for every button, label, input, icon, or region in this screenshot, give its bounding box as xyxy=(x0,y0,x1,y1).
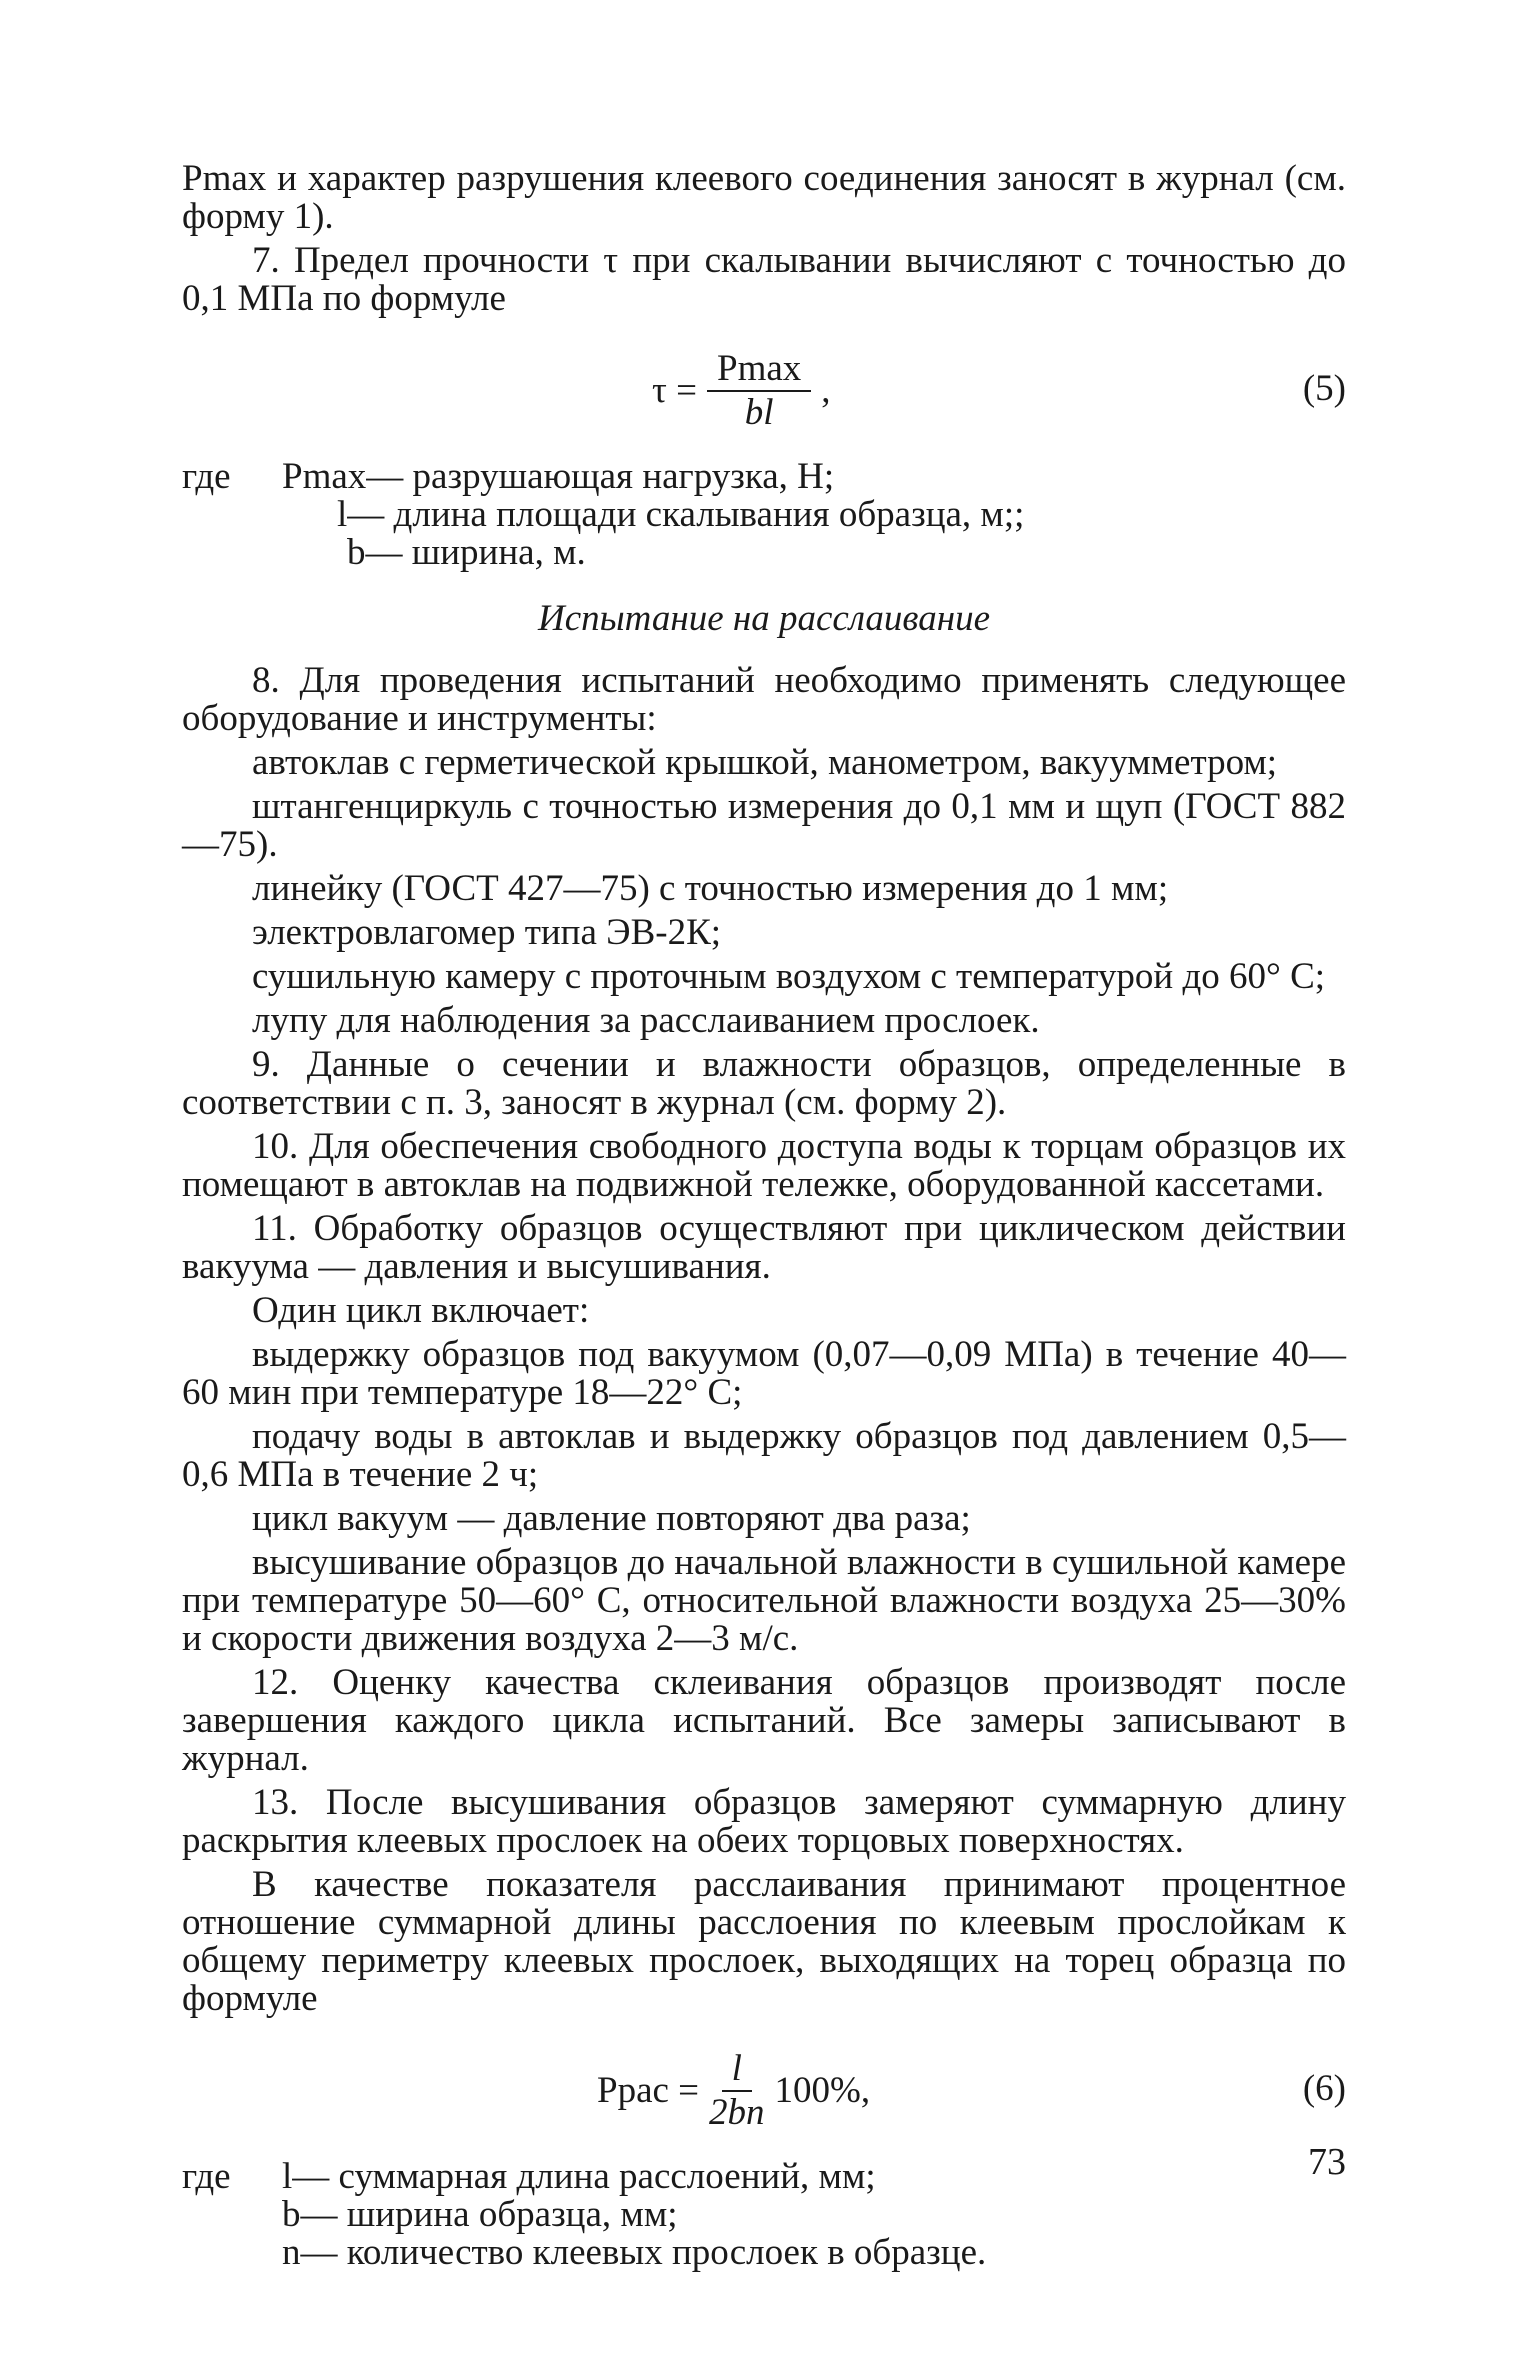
formula-6 xyxy=(182,2036,1346,2146)
cycle-item: подачу воды в автоклав и выдержку образцов под давлением 0,5—0,6 МПа в течение 2 ч; xyxy=(182,1416,1346,1495)
paragraph-10: 10. Для обеспечения свободного доступа воды к торцам образцов их помещают в автоклав на подвижной тележке, оборудованной кассетами. xyxy=(182,1126,1346,1205)
formula-6-number: (6) xyxy=(1302,2068,1346,2109)
formula-6-fraction xyxy=(709,2050,765,2132)
formula-6-lhs: Pрас = xyxy=(597,2070,700,2111)
equipment-item: линейку (ГОСТ 427—75) с точностью измерения до 1 мм; xyxy=(252,868,1169,909)
paragraph-9: 9. Данные о сечении и влажности образцов, определенные в соответствии с п. 3, заносят в журнал (см. форму 2). xyxy=(182,1044,1346,1123)
paragraph-13: 13. После высушивания образцов замеряют суммарную длину раскрытия клеевых прослоек на обеих торцовых поверхностях. xyxy=(182,1782,1346,1861)
where-5-item: Pmax— разрушающая нагрузка, Н; xyxy=(282,456,835,497)
where-5-item: b— ширина, м. xyxy=(347,532,586,573)
section-heading: Испытание на расслаивание xyxy=(537,598,991,639)
formula-5-denominator: bl xyxy=(744,392,774,433)
where-6-item: l— суммарная длина расслоений, мм; xyxy=(282,2156,876,2197)
equipment-item: автоклав с герметической крышкой, манометром, вакуумметром; xyxy=(252,742,1278,783)
paragraph-13b: В качестве показателя расслаивания принимают процентное отношение суммарной длины расслоения по клеевым прослойкам к общему периметру клеевых прослоек, выходящих на торец образца по формуле xyxy=(182,1864,1346,2019)
where-5 xyxy=(182,458,1346,572)
where-6-item: n— количество клеевых прослоек в образце. xyxy=(282,2232,987,2273)
cycle-intro: Один цикл включает: xyxy=(252,1290,590,1331)
formula-6-denominator: 2bn xyxy=(709,2092,765,2133)
formula-5 xyxy=(182,336,1346,446)
formula-5-trail: , xyxy=(821,370,831,411)
cycle-item: высушивание образцов до начальной влажности в сушильной камере при температуре 50—60° С, относительной влажности воздуха 25—30% и скорости движения воздуха 2—3 м/с. xyxy=(182,1542,1347,1659)
where-5-item: l— длина площади скалывания образца, м;; xyxy=(337,494,1025,535)
equipment-item: штангенциркуль с точностью измерения до 0,1 мм и щуп (ГОСТ 882—75). xyxy=(182,786,1346,865)
formula-5-fraction xyxy=(707,350,811,432)
formula-6-numerator: l xyxy=(722,2050,752,2092)
equipment-item: лупу для наблюдения за расслаиванием прослоек. xyxy=(252,1000,1040,1041)
formula-5-numerator: Pmax xyxy=(707,350,811,392)
formula-5-number: (5) xyxy=(1302,368,1346,409)
cycle-item: выдержку образцов под вакуумом (0,07—0,09 МПа) в течение 40—60 мин при температуре 18—22° С; xyxy=(182,1334,1346,1413)
where-6-label: где xyxy=(182,2156,231,2197)
page-content xyxy=(182,160,1346,2272)
where-6 xyxy=(182,2158,1346,2272)
page-number: 73 xyxy=(1308,2141,1346,2183)
formula-6-trail: 100%, xyxy=(774,2070,871,2111)
paragraph-11: 11. Обработку образцов осуществляют при циклическом действии вакуума — давления и высушивания. xyxy=(182,1208,1346,1287)
cycle-item: цикл вакуум — давление повторяют два раза; xyxy=(252,1498,971,1539)
paragraph-8: 8. Для проведения испытаний необходимо применять следующее оборудование и инструменты: xyxy=(182,660,1346,739)
where-6-item: b— ширина образца, мм; xyxy=(282,2194,678,2235)
where-5-label: где xyxy=(182,456,231,497)
paragraph-12: 12. Оценку качества склеивания образцов производят после завершения каждого цикла испытаний. Все замеры записывают в журнал. xyxy=(182,1662,1346,1779)
formula-5-lhs: τ = xyxy=(652,370,697,411)
paragraph-pmax: Pmax и характер разрушения клеевого соединения заносят в журнал (см. форму 1). xyxy=(182,158,1346,237)
equipment-item: сушильную камеру с проточным воздухом с температурой до 60° С; xyxy=(252,956,1326,997)
paragraph-7: 7. Предел прочности τ при скалывании вычисляют с точностью до 0,1 МПа по формуле xyxy=(182,240,1346,319)
equipment-item: электровлагомер типа ЭВ-2К; xyxy=(252,912,722,953)
